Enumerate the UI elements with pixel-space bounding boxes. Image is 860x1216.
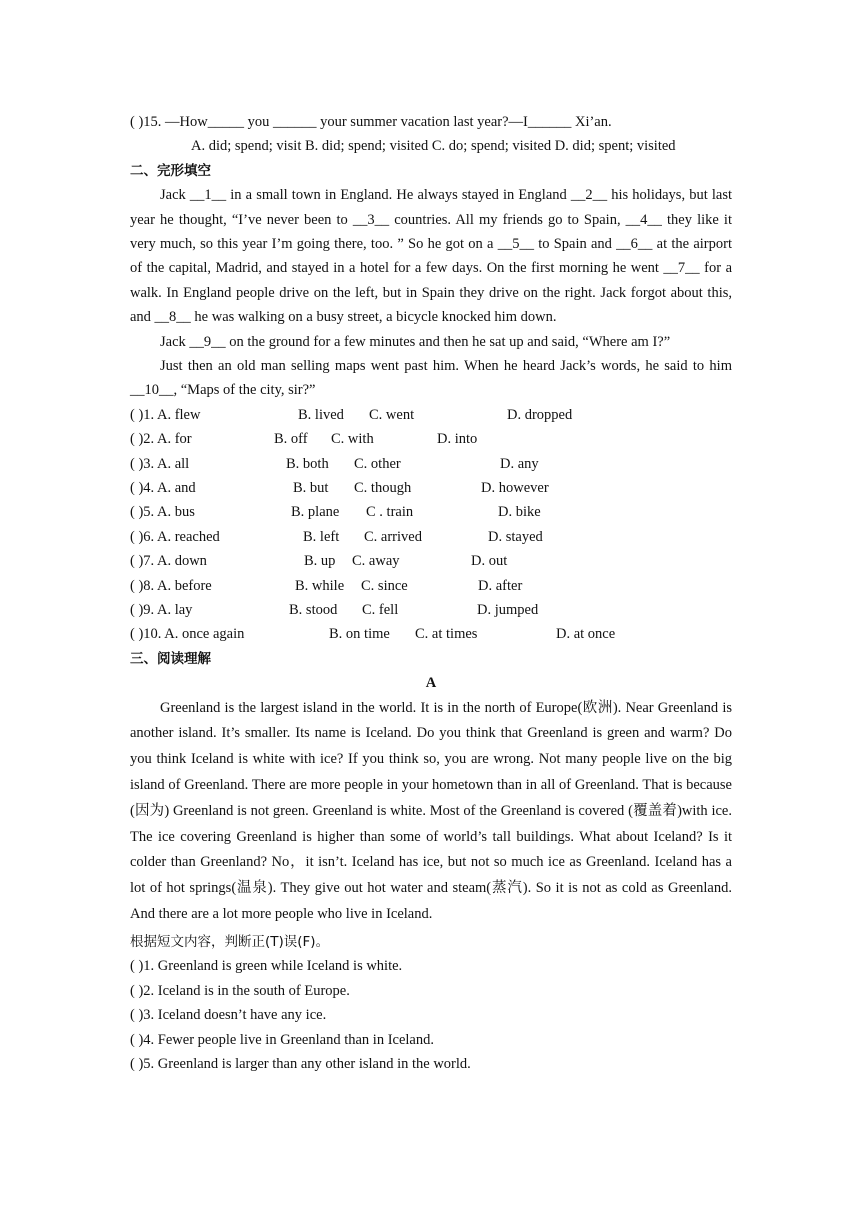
question-15-options: A. did; spend; visit B. did; spend; visited C. do; spend; visited D. did; spent; visited bbox=[191, 138, 676, 155]
tf-statement-3: ( )3. Iceland doesn’t have any ice. bbox=[130, 1007, 327, 1024]
worksheet-page bbox=[130, 110, 732, 1077]
tf-statement-4: ( )4. Fewer people live in Greenland than in Iceland. bbox=[130, 1031, 434, 1048]
cloze-paragraph-2: Jack __9__ on the ground for a few minutes and then he sat up and said, “Where am I?” bbox=[160, 333, 671, 350]
cloze-question-2: ( )2. A. for B. off C. with D. into bbox=[130, 431, 478, 448]
tf-statement-list bbox=[130, 954, 732, 1077]
question-15-stem: ( )15. —How_____ you ______ your summer vacation last year?—I______ Xi’an. bbox=[130, 114, 612, 130]
cloze-question-5: ( )5. A. bus B. plane C . train D. bike bbox=[130, 504, 541, 521]
cloze-question-list bbox=[130, 403, 732, 647]
reading-passage: Greenland is the largest island in the world. It is in the north of Europe(欧洲). Near Greenland is another island. It’s smaller. Its name is Iceland. Do you think that Greenland is green and warm? Do you think Iceland is white with ice? If you think so, you are wrong. Not many people live on the big island of Greenland. There are more people in your hometown than in all of Greenland. That is because (因为) Greenland is not green. Greenland is white. Most of the Greenland is covered (覆盖着)with ice. The ice covering Greenland is higher than some of world’s tall buildings. What about Iceland? Is it colder than Greenland? No，it isn’t. Iceland has ice, but not so much ice as Greenland. Iceland has a lot of hot springs(温泉). They give out hot water and steam(蒸汽). So it is not as cold as Greenland. And there are a lot more people who live in Iceland. bbox=[130, 699, 732, 922]
cloze-question-7: ( )7. A. down B. up C. away D. out bbox=[130, 553, 508, 570]
cloze-question-1: ( )1. A. flew B. lived C. went D. dropped bbox=[130, 406, 573, 423]
cloze-question-10: ( )10. A. once again B. on time C. at times D. at once bbox=[130, 626, 616, 643]
cloze-question-8: ( )8. A. before B. while C. since D. after bbox=[130, 577, 523, 594]
tf-statement-5: ( )5. Greenland is larger than any other island in the world. bbox=[130, 1056, 471, 1073]
cloze-question-4: ( )4. A. and B. but C. though D. however bbox=[130, 480, 549, 496]
cloze-question-9: ( )9. A. lay B. stood C. fell D. jumped bbox=[130, 601, 539, 618]
section-3-title: 三、阅读理解 bbox=[130, 650, 211, 667]
passage-label: A bbox=[425, 675, 437, 692]
cloze-question-3: ( )3. A. all B. both C. other D. any bbox=[130, 455, 539, 472]
tf-statement-2: ( )2. Iceland is in the south of Europe. bbox=[130, 982, 350, 999]
tf-statement-1: ( )1. Greenland is green while Iceland is white. bbox=[130, 958, 403, 975]
cloze-paragraph-3: Just then an old man selling maps went past him. When he heard Jack’s words, he said to him __10__, “Maps of the city, sir?” bbox=[130, 358, 732, 399]
tf-instruction: 根据短文内容，判断正(T)误(F)。 bbox=[130, 933, 330, 950]
cloze-question-6: ( )6. A. reached B. left C. arrived D. stayed bbox=[130, 528, 543, 545]
section-2-title: 二、完形填空 bbox=[130, 162, 211, 179]
cloze-paragraph-1: Jack __1__ in a small town in England. He always stayed in England __2__ his holidays, but last year he thought, “I’ve never been to __3__ countries. All my friends go to Spain, __4__ they like it very much, so this year I’m going there, too. ” So he got on a __5__ to Spain and __6__ at the airport of the capital, Madrid, and stayed in a hotel for a few days. On the first morning he went __7__ for a walk. In England people drive on the left, but in Spain they drive on the right. Jack forgot about this, and __8__ he was walking on a busy street, a bicycle knocked him down. bbox=[130, 187, 732, 326]
